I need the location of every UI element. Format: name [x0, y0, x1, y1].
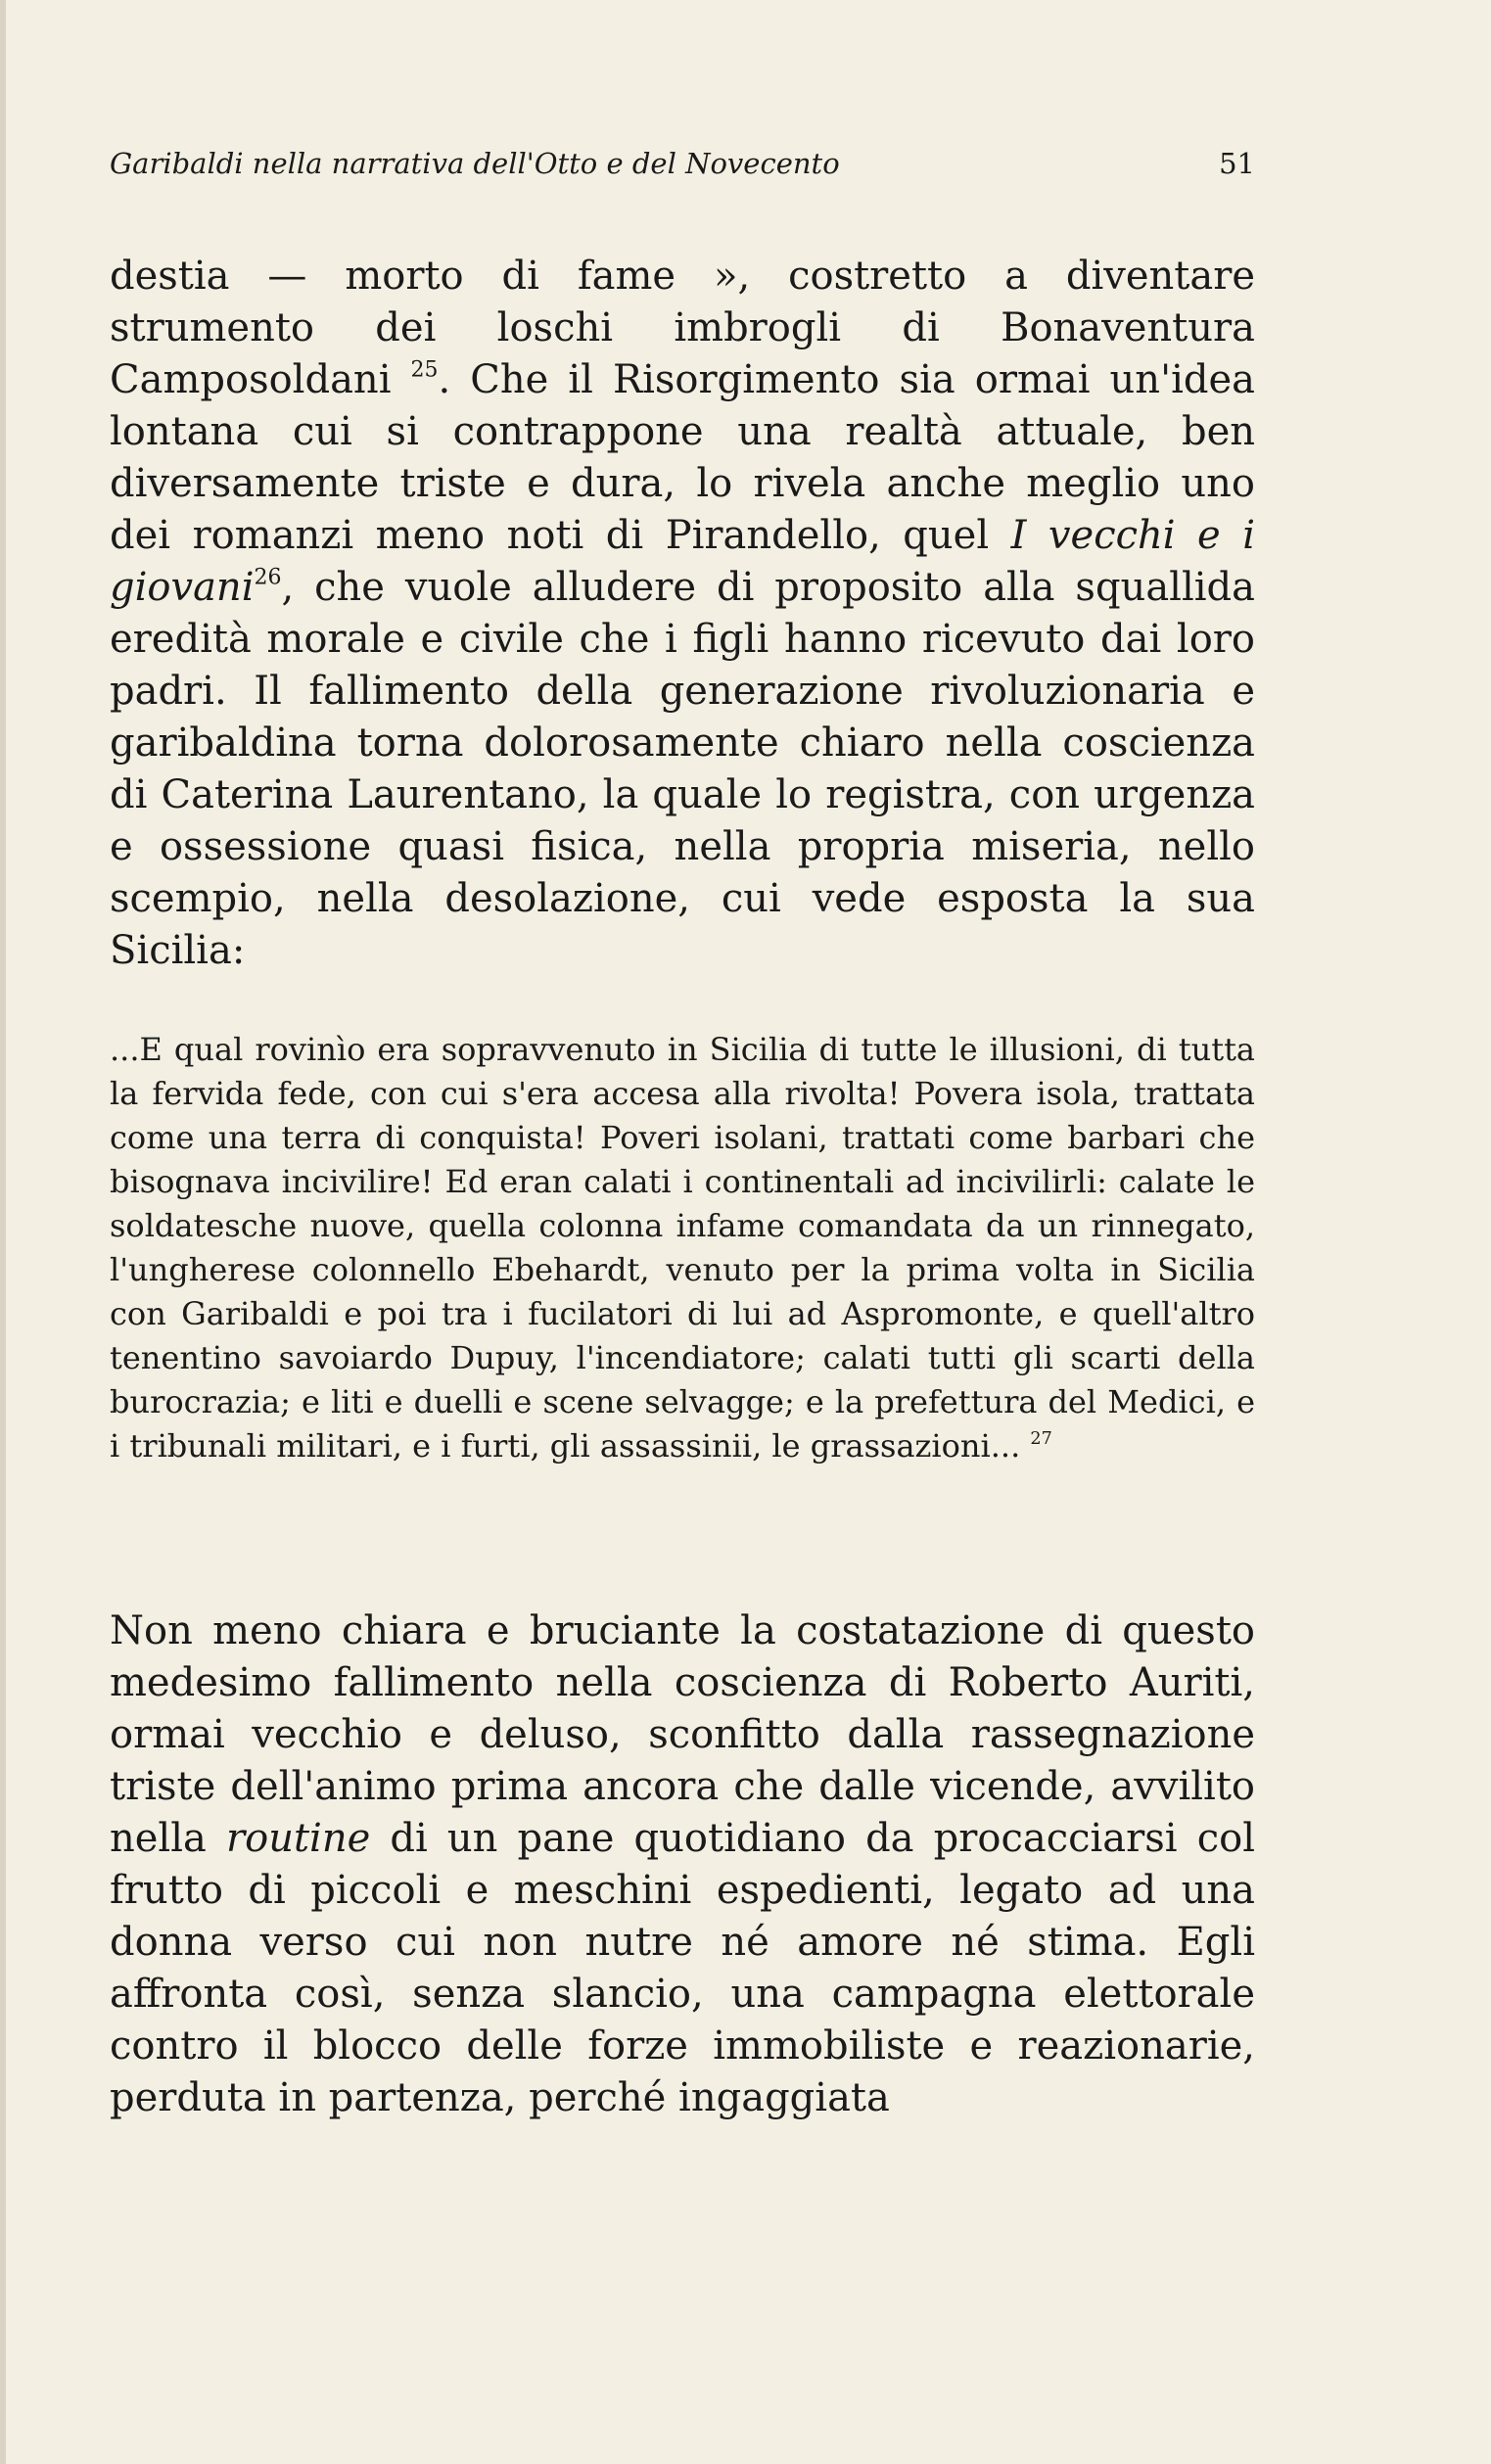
paragraph-2-text-a: Non meno chiara e bruciante la costatazione di questo medesimo fallimento nella coscienza di Roberto Auriti, ormai vecchio e deluso, sconfitto dalla rassegnazione triste dell'animo prima ancora che dalle vicende, avvilito nella	[110, 1608, 1255, 1861]
footnote-ref-25: 25	[410, 357, 439, 383]
paragraph-2	[110, 1605, 1255, 2124]
paragraph-1-text-c: , che vuole alludere di proposito alla squallida eredità morale e civile che i figli hanno ricevuto dai loro padri. Il fallimento della generazione rivoluzionaria e garibaldina torna dolorosamente chiaro nella coscienza di Caterina Laurentano, la quale lo registra, con urgenza e ossessione quasi fisica, nella propria miseria, nello scempio, nella desolazione, cui vede esposta la sua Sicilia:	[110, 565, 1255, 973]
block-quote	[110, 1028, 1255, 1468]
paragraph-1-text-a: destia — morto di fame », costretto a diventare strumento dei loschi imbrogli di Bonaventura Camposoldani	[110, 254, 1255, 402]
footnote-ref-27: 27	[1030, 1428, 1052, 1449]
page-edge	[0, 0, 6, 2464]
paragraph-2-text-b: di un pane quotidiano da procacciarsi col frutto di piccoli e meschini espedienti, legato ad una donna verso cui non nutre né amore né stima. Egli affronta così, senza slancio, una campagna elettorale contro il blocco delle forze immobiliste e reazionarie, perduta in partenza, perché ingaggiata	[110, 1816, 1255, 2120]
quote-text: ...E qual rovinìo era sopravvenuto in Sicilia di tutte le illusioni, di tutta la fervida fede, con cui s'era accesa alla rivolta! Povera isola, trattata come una terra di conquista! Poveri isolani, trattati come barbari che bisognava incivilire! Ed eran calati i continentali ad incivilirli: calate le soldatesche nuove, quella colonna infame comandata da un rinnegato, l'ungherese colonnello Ebehardt, venuto per la prima volta in Sicilia con Garibaldi e poi tra i fucilatori di lui ad Aspromonte, e quell'altro tenentino savoiardo Dupuy, l'incendiatore; calati tutti gli scarti della burocrazia; e liti e duelli e scene selvagge; e la prefettura del Medici, e i tribunali militari, e i furti, gli assassinii, le grassazioni...	[110, 1031, 1255, 1464]
running-header	[110, 147, 1255, 180]
work-title: I vecchi e i giovani	[110, 513, 1255, 610]
paragraph-1-text-b: . Che il Risorgimento sia ormai un'idea lontana cui si contrappone una realtà attuale, ben diversamente triste e dura, lo rivela anche meglio uno dei romanzi meno noti di Pirandello, quel	[110, 357, 1255, 558]
paragraph-1	[110, 251, 1255, 977]
running-title: Garibaldi nella narrativa dell'Otto e del Novecento	[110, 147, 840, 180]
page-number: 51	[1219, 147, 1255, 180]
routine-word: routine	[226, 1816, 371, 1861]
footnote-ref-26: 26	[254, 565, 282, 590]
